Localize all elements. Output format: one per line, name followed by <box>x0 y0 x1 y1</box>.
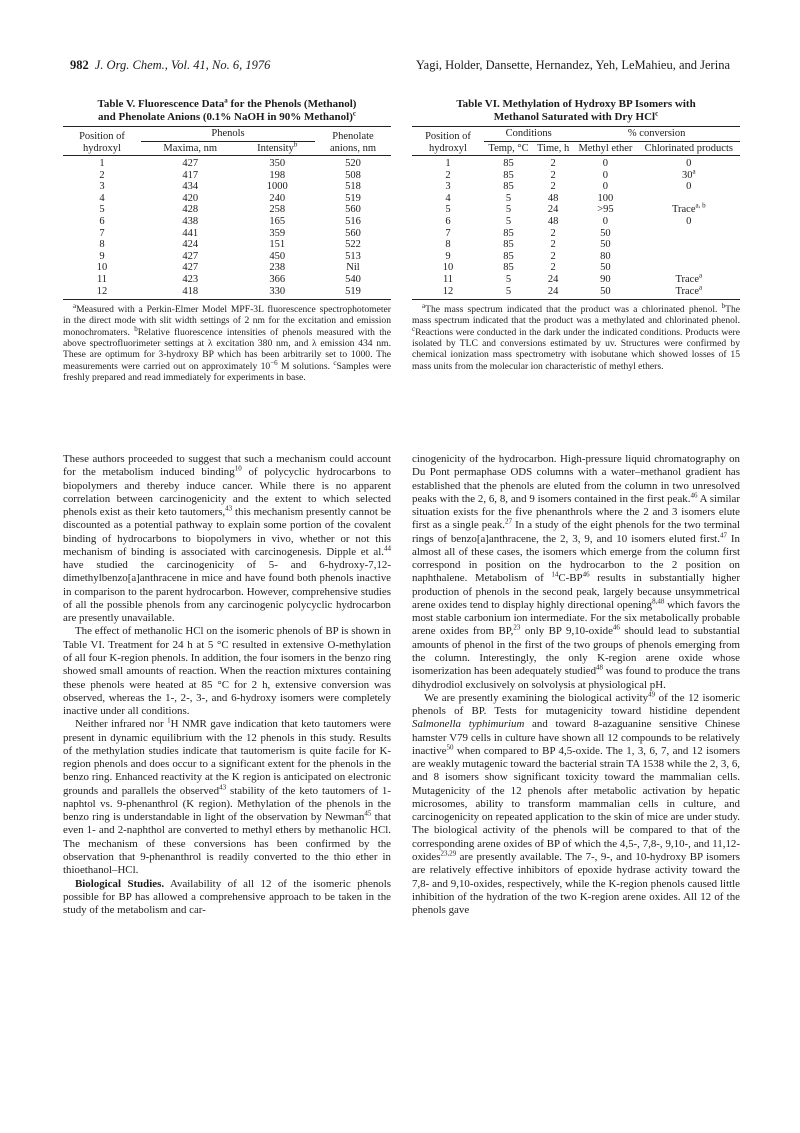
t6-cell-methyl: 0 <box>602 169 609 181</box>
t6-cell-temp: 5 <box>505 273 512 285</box>
table-row <box>63 193 391 205</box>
t6-cell-pos: 8 <box>445 239 451 251</box>
table-row <box>412 181 740 193</box>
table-row <box>63 228 391 240</box>
t5-cell: 5 <box>99 204 105 216</box>
t5-cell: 519 <box>345 285 361 297</box>
table-row <box>412 239 740 251</box>
table-row <box>412 204 740 216</box>
table-5-grid <box>63 126 391 300</box>
t5-cell: Nil <box>346 262 360 274</box>
t6-cell-time: 2 <box>550 250 556 262</box>
t6-cell-time: 2 <box>550 158 556 169</box>
footnote-mark: a, b <box>695 201 706 210</box>
t5-cell: 350 <box>269 158 286 169</box>
table-6-grid <box>412 126 740 300</box>
t6-group-conversion: % conversion <box>573 127 740 142</box>
t5-cell: 560 <box>345 227 361 239</box>
t5-cell: 3 <box>99 181 105 193</box>
t5-cell: 427 <box>182 158 199 169</box>
t6-cell-pos: 3 <box>445 181 451 193</box>
t6-cell-temp: 5 <box>505 204 512 216</box>
t6-cell-time: 2 <box>550 227 556 239</box>
journal-citation: J. Org. Chem., Vol. 41, No. 6, 1976 <box>94 58 271 72</box>
t5-cell: 438 <box>182 215 199 227</box>
table-6-caption: Table VI. Methylation of Hydroxy BP Isomers with Methanol Saturated with Dry HCl$^c$ <box>456 98 696 123</box>
t6-cell-time: 48 <box>547 192 559 204</box>
t5-cell: 151 <box>269 239 286 251</box>
t5-cell: 10 <box>96 262 108 274</box>
table-row <box>412 251 740 263</box>
t5-col-position: Position of hydroxyl <box>63 127 141 156</box>
right-body-text <box>412 453 740 917</box>
t6-cell-temp: 85 <box>503 227 514 239</box>
t6-cell-methyl: 90 <box>600 273 611 285</box>
t6-cell-chlor <box>638 262 740 274</box>
t6-cell-methyl: 80 <box>600 250 611 262</box>
table-row <box>63 286 391 300</box>
table-row <box>63 156 391 170</box>
t5-cell: 540 <box>345 273 361 285</box>
t5-cell: 12 <box>96 285 108 297</box>
t5-cell: 418 <box>182 285 199 297</box>
t5-col-phenols: Phenols <box>141 127 315 142</box>
t5-cell: 1000 <box>266 181 288 193</box>
t5-cell: 165 <box>269 215 286 227</box>
t6-group-conditions: Conditions <box>484 127 573 142</box>
t5-cell: 427 <box>182 262 199 274</box>
t5-cell: 359 <box>269 227 286 239</box>
t5-cell: 330 <box>269 285 286 297</box>
table-5-caption: Table V. Fluorescence Data$^a$ for the Phenols (Methanol) and Phenolate Anions (0.1% NaOH in 90% Methanol)$^c$ <box>97 96 357 123</box>
t6-cell-time: 2 <box>550 262 556 274</box>
t5-cell: 366 <box>269 273 286 285</box>
t5-cell: 427 <box>182 250 199 262</box>
table-row <box>412 156 740 170</box>
t5-cell: 2 <box>99 169 105 181</box>
footnote-mark: a <box>698 283 703 292</box>
t6-cell-temp: 5 <box>505 192 512 204</box>
t6-cell-time: 24 <box>547 204 559 216</box>
t5-cell: 4 <box>99 192 105 204</box>
table-6-footnotes: $^a$The mass spectrum indicated that the product was a chlorinated phenol. $^b$The mass spectrum indicated that the product was a methylated and chlorinated phenol. $^c$Reactions were conducted in the dark under the indicated conditions. Products were isolated by TLC and conversions estimated by uv. Structures were confirmed by chemical ionization mass spectrometry with isobutane which showed losses of 15 mass units from the molecular ion characteristic of methyl ethers. <box>412 301 740 372</box>
t6-cell-time: 2 <box>550 239 556 251</box>
table-row <box>63 170 391 182</box>
paragraph: Neither infrared nor $^1$H NMR gave indication that keto tautomers were present in dynamic equilibrium with the 12 phenols in this study. Results of the methylation studies indicate that tautomerism is quite facile for K-region phenols and does occur to a significant extent for the phenols in the benzo ring. Enhanced reactivity at the K region is anticipated on electronic grounds and parallels the observed$^{43}$ stability of the keto tautomers of 1-naphtol vs. 9-phenanthrol (K region). Methylation of the phenols in the benzo ring is understandable in light of the observation by Newman$^{45}$ that even 1- and 2-naphthol are converted to methyl ethers by methanolic HCl. The mechanism of these conversions has been confirmed by the observation that 9-phenanthrol is readily converted to the thio ether in thioethanol–HCl. <box>63 716 391 877</box>
t5-cell: 516 <box>345 215 361 227</box>
t6-cell-methyl: 100 <box>597 192 614 204</box>
footnote-mark: a <box>698 271 703 280</box>
t6-cell-temp: 85 <box>503 158 514 169</box>
t6-cell-pos: 1 <box>445 158 451 169</box>
t6-cell-chlor <box>638 228 740 240</box>
author-list: Yagi, Holder, Dansette, Hernandez, Yeh, LeMahieu, and Jerina <box>415 58 730 72</box>
t6-cell-time: 2 <box>550 169 556 181</box>
t5-cell: 1 <box>99 158 105 169</box>
t6-cell-temp: 85 <box>503 262 514 274</box>
t6-cell-methyl: 0 <box>602 181 609 193</box>
t6-cell-chlor: Trace$^{a, b}$ <box>671 201 706 216</box>
t5-cell: 428 <box>182 204 199 216</box>
t5-cell: 240 <box>269 192 286 204</box>
section-heading: Biological Studies. <box>75 877 165 890</box>
t6-cell-pos: 5 <box>445 204 451 216</box>
t5-cell: 450 <box>269 250 286 262</box>
t6-cell-time: 24 <box>547 273 559 285</box>
t6-cell-pos: 6 <box>445 215 451 227</box>
t5-cell: 7 <box>99 227 105 239</box>
t5-cell: 434 <box>182 181 199 193</box>
t5-cell: 258 <box>269 204 286 216</box>
t6-cell-pos: 10 <box>442 262 454 274</box>
table-row <box>412 170 740 182</box>
t5-cell: 518 <box>345 181 361 193</box>
table-row <box>63 204 391 216</box>
table-row <box>63 181 391 193</box>
table-row <box>412 216 740 228</box>
t6-cell-pos: 11 <box>442 273 454 285</box>
table-6 <box>412 98 740 372</box>
t6-col-temp: Temp, °C <box>488 142 529 154</box>
t6-cell-temp: 5 <box>505 285 512 297</box>
table-row <box>63 251 391 263</box>
t6-cell-temp: 85 <box>503 239 514 251</box>
table-row <box>63 216 391 228</box>
t6-cell-methyl: 50 <box>600 239 611 251</box>
t6-cell-methyl: 0 <box>602 215 609 227</box>
t5-cell: 8 <box>99 239 105 251</box>
t5-cell: 424 <box>182 239 199 251</box>
page-number: 982 <box>70 58 89 72</box>
t6-cell-temp: 5 <box>505 215 512 227</box>
paragraph: Biological Studies. Availability of all 12 of the isomeric phenols possible for BP has allowed a comprehensive approach to be taken in the study of the metabolism and car- <box>63 877 392 917</box>
t5-cell: 520 <box>345 158 361 169</box>
t6-cell-pos: 4 <box>445 192 451 204</box>
t5-cell: 423 <box>182 273 199 285</box>
t5-cell: 9 <box>99 250 105 262</box>
t6-cell-pos: 2 <box>445 169 451 181</box>
t6-cell-temp: 85 <box>503 169 514 181</box>
t6-cell-chlor: 0 <box>686 181 692 193</box>
t6-col-position: Position of hydroxyl <box>412 127 484 156</box>
t6-cell-chlor: 0 <box>686 158 692 169</box>
t5-cell: 420 <box>182 192 199 204</box>
t5-col-maxima: Maxima, nm <box>163 142 218 154</box>
table-5 <box>63 98 391 383</box>
t6-cell-chlor: Trace$^a$ <box>675 283 703 297</box>
t6-col-chlorinated: Chlorinated products <box>644 142 733 154</box>
t5-cell: 508 <box>345 169 361 181</box>
t6-cell-time: 2 <box>550 181 556 193</box>
t6-col-methyl: Methyl ether <box>578 142 633 154</box>
table-row <box>412 274 740 286</box>
t6-cell-pos: 12 <box>442 285 454 297</box>
t5-cell: 198 <box>269 169 286 181</box>
t6-cell-chlor <box>638 251 740 263</box>
page-header-left <box>70 58 270 73</box>
paragraph: cinogenicity of the hydrocarbon. High-pressure liquid chromatography on Du Pont permaphase ODS columns with a water–methanol gradient has established that the phenols are eluted from the column in two unresolved peaks with the 2, 6, 8, and 9 isomers contained in the first peak.$^{46}$ A similar situation exists for the five phenanthrols where the 2 and 3 isomers elute first as a single peak.$^{27}$ In a study of the eight phenols for the two terminal rings of benzo[a]anthracene, the 2, 3, 9, and 10 isomers eluted first.$^{47}$ In almost all of these cases, the isomers which emerge from the column first correspond in position on the hydrocarbon to the 2 position on naphthalene. Metabolism of $^{14}$C-BP$^{46}$ results in substantially higher production of phenols in the second peak, largely because unsymmetrical arene oxides tend to display highly directional opening$^{8,48}$ which favors the most stable carbonium ion intermediate. For the six metabolically probable arene oxides from BP,$^{23}$ only BP 9,10-oxide$^{46}$ should lead to substantial amounts of phenol in the first of the two groups of phenols emerging from the column. Interestingly, the only K-region arene oxide whose isomerization has been adequately studied$^{48}$ was found to produce the trans dihydrodiol exclusively on solvolysis at physiological pH. <box>412 453 741 691</box>
t5-cell: 560 <box>345 204 361 216</box>
table-row <box>63 274 391 286</box>
t5-cell: 519 <box>345 192 361 204</box>
t6-cell-temp: 85 <box>503 181 514 193</box>
table-row <box>63 262 391 274</box>
t6-cell-methyl: 50 <box>600 262 611 274</box>
t5-cell: 441 <box>182 227 199 239</box>
t5-cell: 11 <box>96 273 108 285</box>
t5-cell: 513 <box>345 250 361 262</box>
footnote-mark: a <box>692 167 696 176</box>
table-row <box>63 239 391 251</box>
t6-cell-methyl: 0 <box>602 158 609 169</box>
paragraph: The effect of methanolic HCl on the isomeric phenols of BP is shown in Table VI. Treatment for 24 h at 5 °C resulted in extensive O-methylation of all four K-region phenols. In addition, the four isomers in the benzo ring showed small amounts of reaction. When the reaction mixtures containing these phenols were heated at 85 °C for 2 h, extensive conversion was observed, whereas the 1-, 2-, 3-, and 6-hydroxy isomers were completely inactive under all conditions. <box>63 625 391 718</box>
table-row <box>412 193 740 205</box>
t6-cell-chlor <box>638 239 740 251</box>
t5-cell: 522 <box>345 239 361 251</box>
t5-cell: 238 <box>269 262 286 274</box>
t6-cell-methyl: 50 <box>600 285 611 297</box>
table-row <box>412 286 740 300</box>
table-row <box>412 262 740 274</box>
t6-col-time: Time, h <box>537 142 570 154</box>
table-row <box>412 228 740 240</box>
t6-cell-time: 24 <box>547 285 559 297</box>
t6-cell-chlor: 0 <box>686 215 692 227</box>
t6-cell-temp: 85 <box>503 250 514 262</box>
page-header <box>70 58 730 76</box>
t5-cell: 6 <box>99 215 105 227</box>
t6-cell-pos: 7 <box>445 227 451 239</box>
left-body-text <box>63 453 391 917</box>
t6-cell-pos: 9 <box>445 250 451 262</box>
paragraph: These authors proceeded to suggest that such a mechanism could account for the metabolism induced binding$^{10}$ of polycyclic hydrocarbons to biopolymers and thereby induce cancer. While there is no apparent correlation between carcinogenicity and the extent to which selected phenols exist as their keto tautomers,$^{43}$ this mechanism presently cannot be discounted as a potential pathway to explain some portion of the covalent binding of hydrocarbons to biopolymers in vivo, whether or not this mechanism of binding is associated with carcinogenesis. Dipple et al.$^{44}$ have studied the carcinogenicity of 5- and 6-hydroxy-7,12-dimethylbenzo[a]anthracene in mice and have found both phenols inactive in comparison to the parent hydrocarbon. However, comprehensive studies of all the possible phenols from any carcinogenic polycyclic hydrocarbon are presently unavailable. <box>63 453 391 625</box>
t5-col-intensity: Intensity$^b$ <box>257 140 298 154</box>
t6-cell-time: 48 <box>547 215 559 227</box>
t6-cell-chlor: 30$^a$ <box>681 167 696 181</box>
t6-cell-chlor: Trace$^a$ <box>675 271 703 285</box>
t6-cell-methyl: >95 <box>597 204 614 216</box>
table-5-footnotes: $^a$Measured with a Perkin-Elmer Model MPF-3L fluorescence spectrophotometer in the direct mode with slit width settings of 2 nm for the excitation and emission monochromaters. $^b$Relative fluorescence intensities of phenols measured with the above spectrofluorimeter settings at λ excitation 380 nm, and λ emission 434 nm. These are optimum for 3-hydroxy BP which has been arbitrarily set to 1000. The measurements were carried out on approximately $10^{-6}$ M solutions. $^c$Samples were freshly prepared and read immediately for experiments in base. <box>63 301 391 383</box>
t5-cell: 417 <box>182 169 199 181</box>
t5-col-phenolate: Phenolate anions, nm <box>315 127 391 156</box>
t6-cell-methyl: 50 <box>600 227 611 239</box>
paragraph: We are presently examining the biological activity$^{49}$ of the 12 isomeric phenols of BP. Tests for mutagenicity toward histidine dependent Salmonella typhimurium and toward 8-azaguanine sensitive Chinese hamster V79 cells in culture have shown all 12 compounds to be relatively inactive$^{50}$ when compared to BP 4,5-oxide. The 1, 3, 6, 7, and 12 isomers are weakly mutagenic toward the bacterial strain TA 1538 while the 2, 3, 6, and 8 isomers show significant toxicity toward the mammalian cells. Mutagenicity of the 12 phenols after metabolic activation by hepatic microsomes, ability to transform mammalian cells in culture, and carcinogenicity on repeated application to the skin of mice are under study. The biological activity of the phenols will be compared to that of the corresponding arene oxides of BP of which the 4,5-, 7,8-, 9,10-, and 11,12-oxides$^{23,29}$ are presently available. The 7-, 9-, and 10-hydroxy BP isomers are relatively effective inhibitors of epoxide hydrase activity toward the 7,8- and 9,10-oxides, respectively, while the K-region phenols caused little inhibition of the hydration of the two K-region arene oxides. All 12 of the phenols gave <box>412 690 741 917</box>
t6-cell-chlor <box>638 193 740 205</box>
